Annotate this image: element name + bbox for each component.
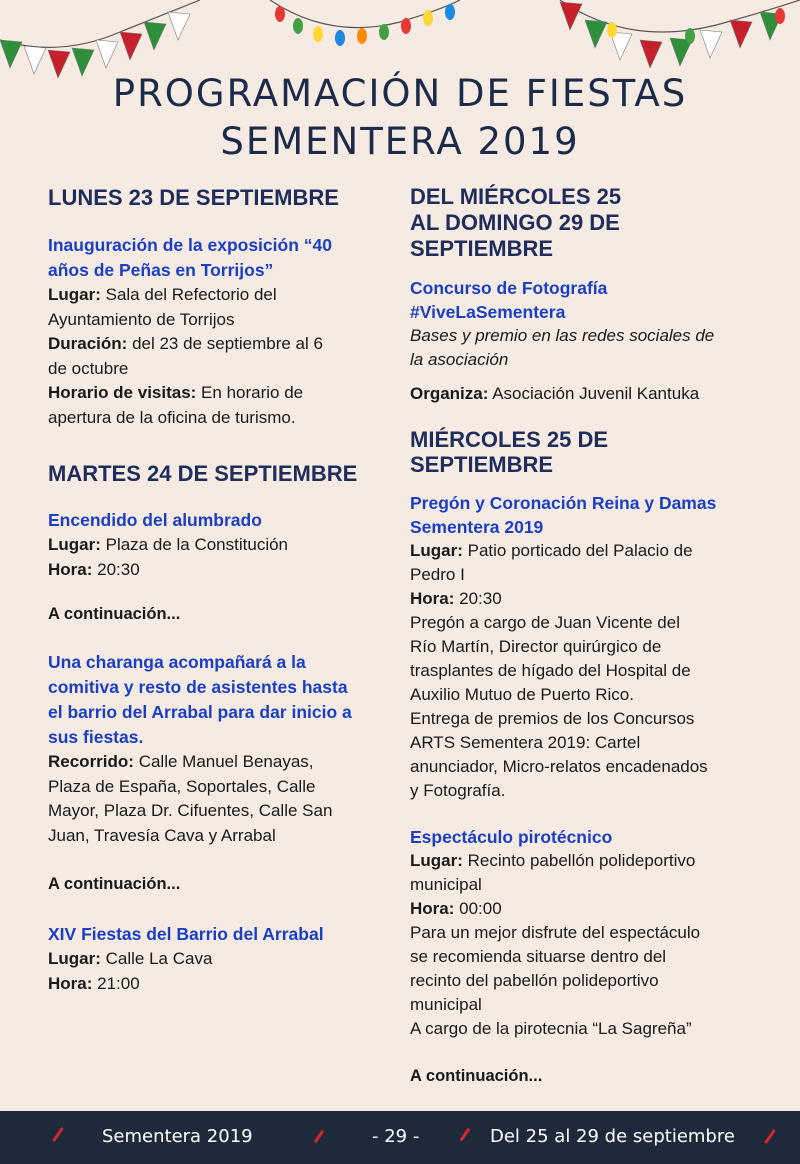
flag-icon (96, 40, 118, 68)
day-heading-wednesday (410, 427, 765, 477)
detail-value: Pedro I (410, 564, 465, 584)
light-bulb-icon (379, 24, 389, 40)
detail-value: Sala del Refectorio del (100, 285, 277, 304)
footer-publication: Sementera 2019 (102, 1126, 253, 1147)
detail-value: del 23 de septiembre al 6 (127, 334, 323, 353)
detail-value: Patio porticado del Palacio de (462, 540, 693, 560)
period-heading (410, 184, 765, 262)
title-line-2: SEMENTERA 2019 (220, 120, 580, 163)
light-bulb-icon (313, 26, 323, 42)
event-description: Entrega de premios de los Concursos (410, 708, 695, 728)
event-description: A cargo de la pirotecnia “La Sagreña” (410, 1018, 692, 1038)
event-description: Para un mejor disfrute del espectáculo (410, 922, 701, 942)
event-description: anunciador, Micro-relatos encadenados (410, 756, 708, 776)
flag-icon (730, 20, 752, 48)
event-description: se recomienda situarse dentro del (410, 946, 667, 966)
detail-label: Hora: (410, 898, 455, 918)
heading-line: DEL MIÉRCOLES 25 (410, 184, 622, 209)
continuation-note: A continuación... (410, 1066, 543, 1085)
page-footer (0, 1111, 800, 1164)
event-detail (48, 947, 393, 972)
event-detail (410, 382, 765, 407)
event-title: XIV Fiestas del Barrio del Arrabal (48, 924, 324, 944)
detail-value: 00:00 (454, 898, 502, 918)
detail-label: Horario de visitas: (48, 383, 197, 402)
left-column (48, 180, 393, 996)
page-title (0, 70, 800, 166)
event-title-line: Inauguración de la exposición “40 (48, 235, 332, 255)
day-heading-tuesday: MARTES 24 DE SEPTIEMBRE (48, 461, 358, 486)
heading-line: AL DOMINGO 29 DE (410, 210, 620, 235)
flags (0, 2, 782, 78)
footer-accent (460, 1128, 470, 1141)
detail-value: Recinto pabellón polideportivo (462, 850, 696, 870)
flag-icon (585, 20, 607, 48)
detail-label: Duración: (48, 334, 128, 353)
detail-label: Lugar: (48, 535, 101, 554)
event-detail (48, 972, 393, 997)
footer-accent (764, 1129, 776, 1144)
event-description: Auxilio Mutuo de Puerto Rico. (410, 684, 634, 704)
light-bulb-icon (275, 6, 285, 22)
detail-label: Lugar: (48, 285, 101, 304)
event-title-line: sus fiestas. (48, 727, 144, 747)
detail-value: 20:30 (454, 588, 502, 608)
event-description: ARTS Sementera 2019: Cartel (410, 732, 641, 752)
event-note: Bases y premio en las redes sociales de (410, 326, 715, 345)
day-heading-monday: LUNES 23 DE SEPTIEMBRE (48, 185, 339, 210)
light-bulb-icon (445, 4, 455, 20)
event-detail (410, 897, 765, 921)
flag-icon (0, 40, 22, 68)
flag-icon (700, 30, 722, 58)
detail-value: Asociación Juvenil Kantuka (488, 384, 700, 403)
footer-dates: Del 25 al 29 de septiembre (490, 1126, 735, 1147)
event-description: recinto del pabellón polideportivo (410, 970, 659, 990)
light-bulb-icon (357, 28, 367, 44)
detail-value: Ayuntamiento de Torrijos (48, 309, 235, 329)
event-detail (410, 587, 765, 611)
event-detail (48, 381, 393, 406)
flag-icon (144, 22, 166, 50)
flag-icon (168, 12, 190, 40)
bunting-decoration (0, 0, 800, 80)
event-title: Encendido del alumbrado (48, 510, 262, 530)
continuation-note: A continuación... (48, 605, 181, 623)
event-title-line: Sementera 2019 (410, 516, 544, 537)
heading-line: MIÉRCOLES 25 DE (410, 426, 609, 452)
event-title-line: comitiva y resto de asistentes hasta (48, 677, 348, 697)
detail-label: Organiza: (410, 384, 489, 403)
event-title-line: #ViveLaSementera (410, 302, 566, 322)
event-title: Espectáculo pirotécnico (410, 826, 613, 847)
detail-value: apertura de la oficina de turismo. (48, 407, 296, 427)
detail-value: 21:00 (92, 973, 140, 993)
light-bulb-icon (607, 22, 617, 38)
detail-value: de octubre (48, 358, 129, 378)
event-detail (48, 750, 393, 775)
detail-label: Hora: (48, 559, 93, 579)
event-detail (48, 283, 393, 308)
event-title-line: Pregón y Coronación Reina y Damas (410, 492, 717, 513)
event-title-line: Concurso de Fotografía (410, 278, 608, 298)
page-number: - 29 - (372, 1126, 420, 1147)
detail-label: Hora: (410, 588, 455, 608)
detail-label: Hora: (48, 973, 93, 993)
event-detail (410, 539, 765, 563)
event-title-line: el barrio del Arrabal para dar inicio a (48, 702, 352, 722)
right-column (410, 180, 765, 1088)
light-bulb-icon (685, 28, 695, 44)
event-title (48, 650, 393, 750)
event-detail (48, 533, 393, 558)
light-bulb-icon (401, 18, 411, 34)
detail-value: Calle La Cava (100, 949, 213, 968)
event-description: Río Martín, Director quirúrgico de (410, 636, 662, 656)
event-title-line: Una charanga acompañará a la (48, 652, 306, 672)
continuation-note: A continuación... (48, 875, 181, 893)
light-bulb-icon (423, 10, 433, 26)
detail-value: municipal (410, 874, 482, 894)
event-title (410, 276, 765, 324)
light-bulb-icon (775, 8, 785, 24)
detail-value: Calle Manuel Benayas, (133, 752, 314, 771)
detail-value: Plaza de España, Soportales, Calle (48, 776, 316, 796)
title-line-1: PROGRAMACIÓN DE FIESTAS (112, 72, 688, 115)
detail-value: Mayor, Plaza Dr. Cifuentes, Calle San (48, 801, 333, 820)
detail-label: Lugar: (48, 949, 101, 968)
heading-line: SEPTIEMBRE (410, 236, 554, 261)
event-description: municipal (410, 994, 482, 1014)
light-bulb-icon (293, 18, 303, 34)
flag-icon (560, 2, 582, 30)
event-detail (410, 849, 765, 873)
heading-line: SEPTIEMBRE (410, 451, 554, 477)
detail-label: Lugar: (410, 540, 463, 560)
footer-accent (314, 1130, 324, 1143)
detail-value: En horario de (196, 383, 304, 402)
detail-label: Lugar: (410, 850, 463, 870)
event-description: Pregón a cargo de Juan Vicente del (410, 612, 680, 632)
event-detail (48, 332, 393, 357)
event-detail (48, 558, 393, 583)
event-title (48, 233, 393, 283)
detail-value: 20:30 (92, 559, 140, 579)
event-description: trasplantes de hígado del Hospital de (410, 660, 691, 680)
footer-accent (52, 1127, 64, 1142)
event-description: y Fotografía. (410, 780, 506, 800)
detail-value: Juan, Travesía Cava y Arrabal (48, 825, 276, 845)
event-title-line: años de Peñas en Torrijos” (48, 260, 274, 280)
flag-icon (120, 32, 142, 60)
flag-icon (640, 40, 662, 68)
event-note: la asociación (410, 350, 509, 369)
event-title (410, 491, 765, 539)
detail-label: Recorrido: (48, 752, 134, 771)
detail-value: Plaza de la Constitución (100, 535, 288, 554)
light-bulb-icon (335, 30, 345, 46)
